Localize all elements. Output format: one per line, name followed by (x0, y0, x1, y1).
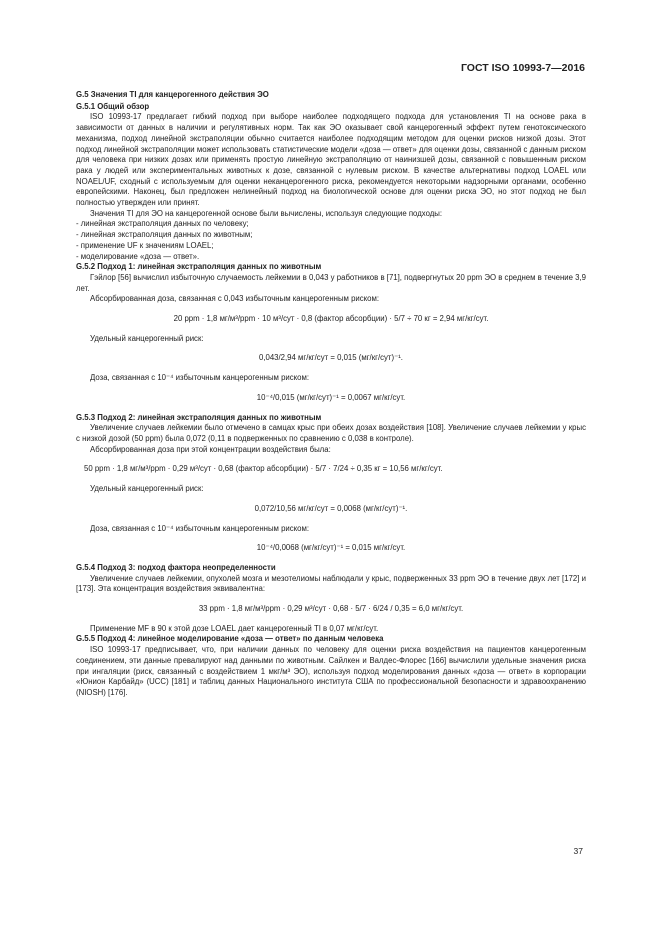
paragraph: Увеличение случаев лейкемии было отмечено в самцах крыс при обеих дозах воздействия [108]. Увеличение случаев лейкемии у крыс с низкой дозой (50 ppm) была 0,072 (0,11 в подверженных по сравнению с 0,038 в контроле). (76, 423, 586, 443)
paragraph: Применение MF в 90 к этой дозе LOAEL дает канцерогенный TI в 0,07 мг/кг/сут. (90, 623, 379, 633)
paragraph: Удельный канцерогенный риск: (90, 484, 204, 494)
subsection-title: G.5.4 Подход 3: подход фактора неопределенности (76, 562, 276, 572)
paragraph: ISO 10993-17 предписывает, что, при наличии данных по человеку для оценки риска воздействия на пациентов канцерогенным соединением, эти данные превалируют над данными по животным. Сайлкен и Валдес-Флорес [166] вычислили удельные значения риска при ингаляции (риск, связанный с воздействием 1 мкг/м³ ЭО), используя подход моделирования данных «доза — ответ» в корпорации «Юнион Карбайд» (UCC) [181] и таблиц данных Национального института США по профессиональной безопасности и здравоохранению (NIOSH) [176]. (76, 645, 586, 697)
paragraph: Гэйлор [56] вычислил избыточную случаемость лейкемии в 0,043 у работников в [71], подвергнутых 20 ppm ЭО в среднем в течение 3,9 лет. (76, 272, 586, 293)
subsection-title: G.5.5 Подход 4: линейное моделирование «доза — ответ» по данным человека (76, 634, 384, 644)
page-number: 37 (573, 846, 583, 856)
formula: 20 ppm · 1,8 мг/м³/ppm · 10 м³/сут · 0,8 (фактор абсорбции) · 5/7 ÷ 70 кг = 2,94 мг/кг/сут. (173, 314, 489, 324)
formula: 33 ppm · 1,8 мг/м³/ppm · 0,29 м³/сут · 0,68 · 5/7 · 6/24 / 0,35 = 6,0 мг/кг/сут. (198, 604, 464, 614)
subsection-title: G.5.1 Общий обзор (76, 101, 150, 111)
paragraph: ISO 10993-17 предлагает гибкий подход при выборе наиболее подходящего подхода для установления TI на основе рака в зависимости от данных в наличии и регулятивных норм. Так как ЭО оказывает свой канцерогенный эффект путем генотоксического механизма, подход линейной экстраполяции обычно считается наиболее подходящим методом для оценки рисков низкой дозы. Этот подход линейной экстраполяции может использовать статистические модели «доза — ответ» для оценки дозы, связанной с данным риском для человека при низких дозах или применять простую линейную экстраполяцию от наинизшей дозы, связанной с повышенным риском рака у людей или экспериментальных животных к дозе, связанной с нулевым риском. В качестве альтернативы подход LOAEL или NOAEL/UF, сходный с используемым для оценки неканцерогенного риска, рекомендуется некоторыми надзорными органами, особенно европейскими. Наконец, был предложен нелинейный подход на биологической основе для оценки риска ЭО, но этот подход не был полностью утвержден или принят. (76, 112, 586, 208)
paragraph: Абсорбированная доза, связанная с 0,043 избыточным канцерогенным риском: (90, 294, 380, 304)
list-item: - линейная экстраполяция данных по человеку; (76, 219, 249, 229)
formula: 10⁻⁴/0,0068 (мг/кг/сут)⁻¹ = 0,015 мг/кг/сут. (256, 543, 406, 553)
paragraph: Доза, связанная с 10⁻⁴ избыточным канцерогенным риском: (90, 523, 310, 533)
paragraph: Удельный канцерогенный риск: (90, 333, 204, 343)
paragraph: Значения TI для ЭО на канцерогенной основе были вычислены, используя следующие подходы: (90, 208, 443, 218)
formula: 0,072/10,56 мг/кг/сут = 0,0068 (мг/кг/сут)⁻¹. (254, 503, 408, 513)
paragraph: Увеличение случаев лейкемии, опухолей мозга и мезотелиомы наблюдали у крыс, подверженных 33 ppm ЭО в течение двух лет [172] и [173]. Эта концентрация воздействия эквивалентна: (76, 573, 586, 594)
paragraph: Доза, связанная с 10⁻⁴ избыточным канцерогенным риском: (90, 373, 310, 383)
list-item: - моделирование «доза — ответ». (76, 251, 200, 261)
subsection-title: G.5.3 Подход 2: линейная экстраполяция данных по животным (76, 412, 322, 422)
document-body (76, 90, 586, 699)
formula: 10⁻⁴/0,015 (мг/кг/сут)⁻¹ = 0,0067 мг/кг/сут. (256, 392, 406, 402)
list-item: - применение UF к значениям LOAEL; (76, 240, 214, 250)
list-item: - линейная экстраполяция данных по животным; (76, 230, 253, 240)
document-code: ГОСТ ISO 10993-7—2016 (460, 62, 585, 74)
formula: 50 ppm · 1,8 мг/м³/ppm · 0,29 м³/сут · 0,68 (фактор абсорбции) · 5/7 · 7/24 ÷ 0,35 кг = 10,56 мг/кг/сут. (84, 464, 443, 474)
subsection-title: G.5.2 Подход 1: линейная экстраполяция данных по животным (76, 262, 322, 272)
formula: 0,043/2,94 мг/кг/сут = 0,015 (мг/кг/сут)⁻¹. (259, 353, 403, 363)
section-title: G.5 Значения TI для канцерогенного действия ЭО (76, 90, 269, 99)
paragraph: Абсорбированная доза при этой концентрации воздействия была: (90, 444, 331, 454)
